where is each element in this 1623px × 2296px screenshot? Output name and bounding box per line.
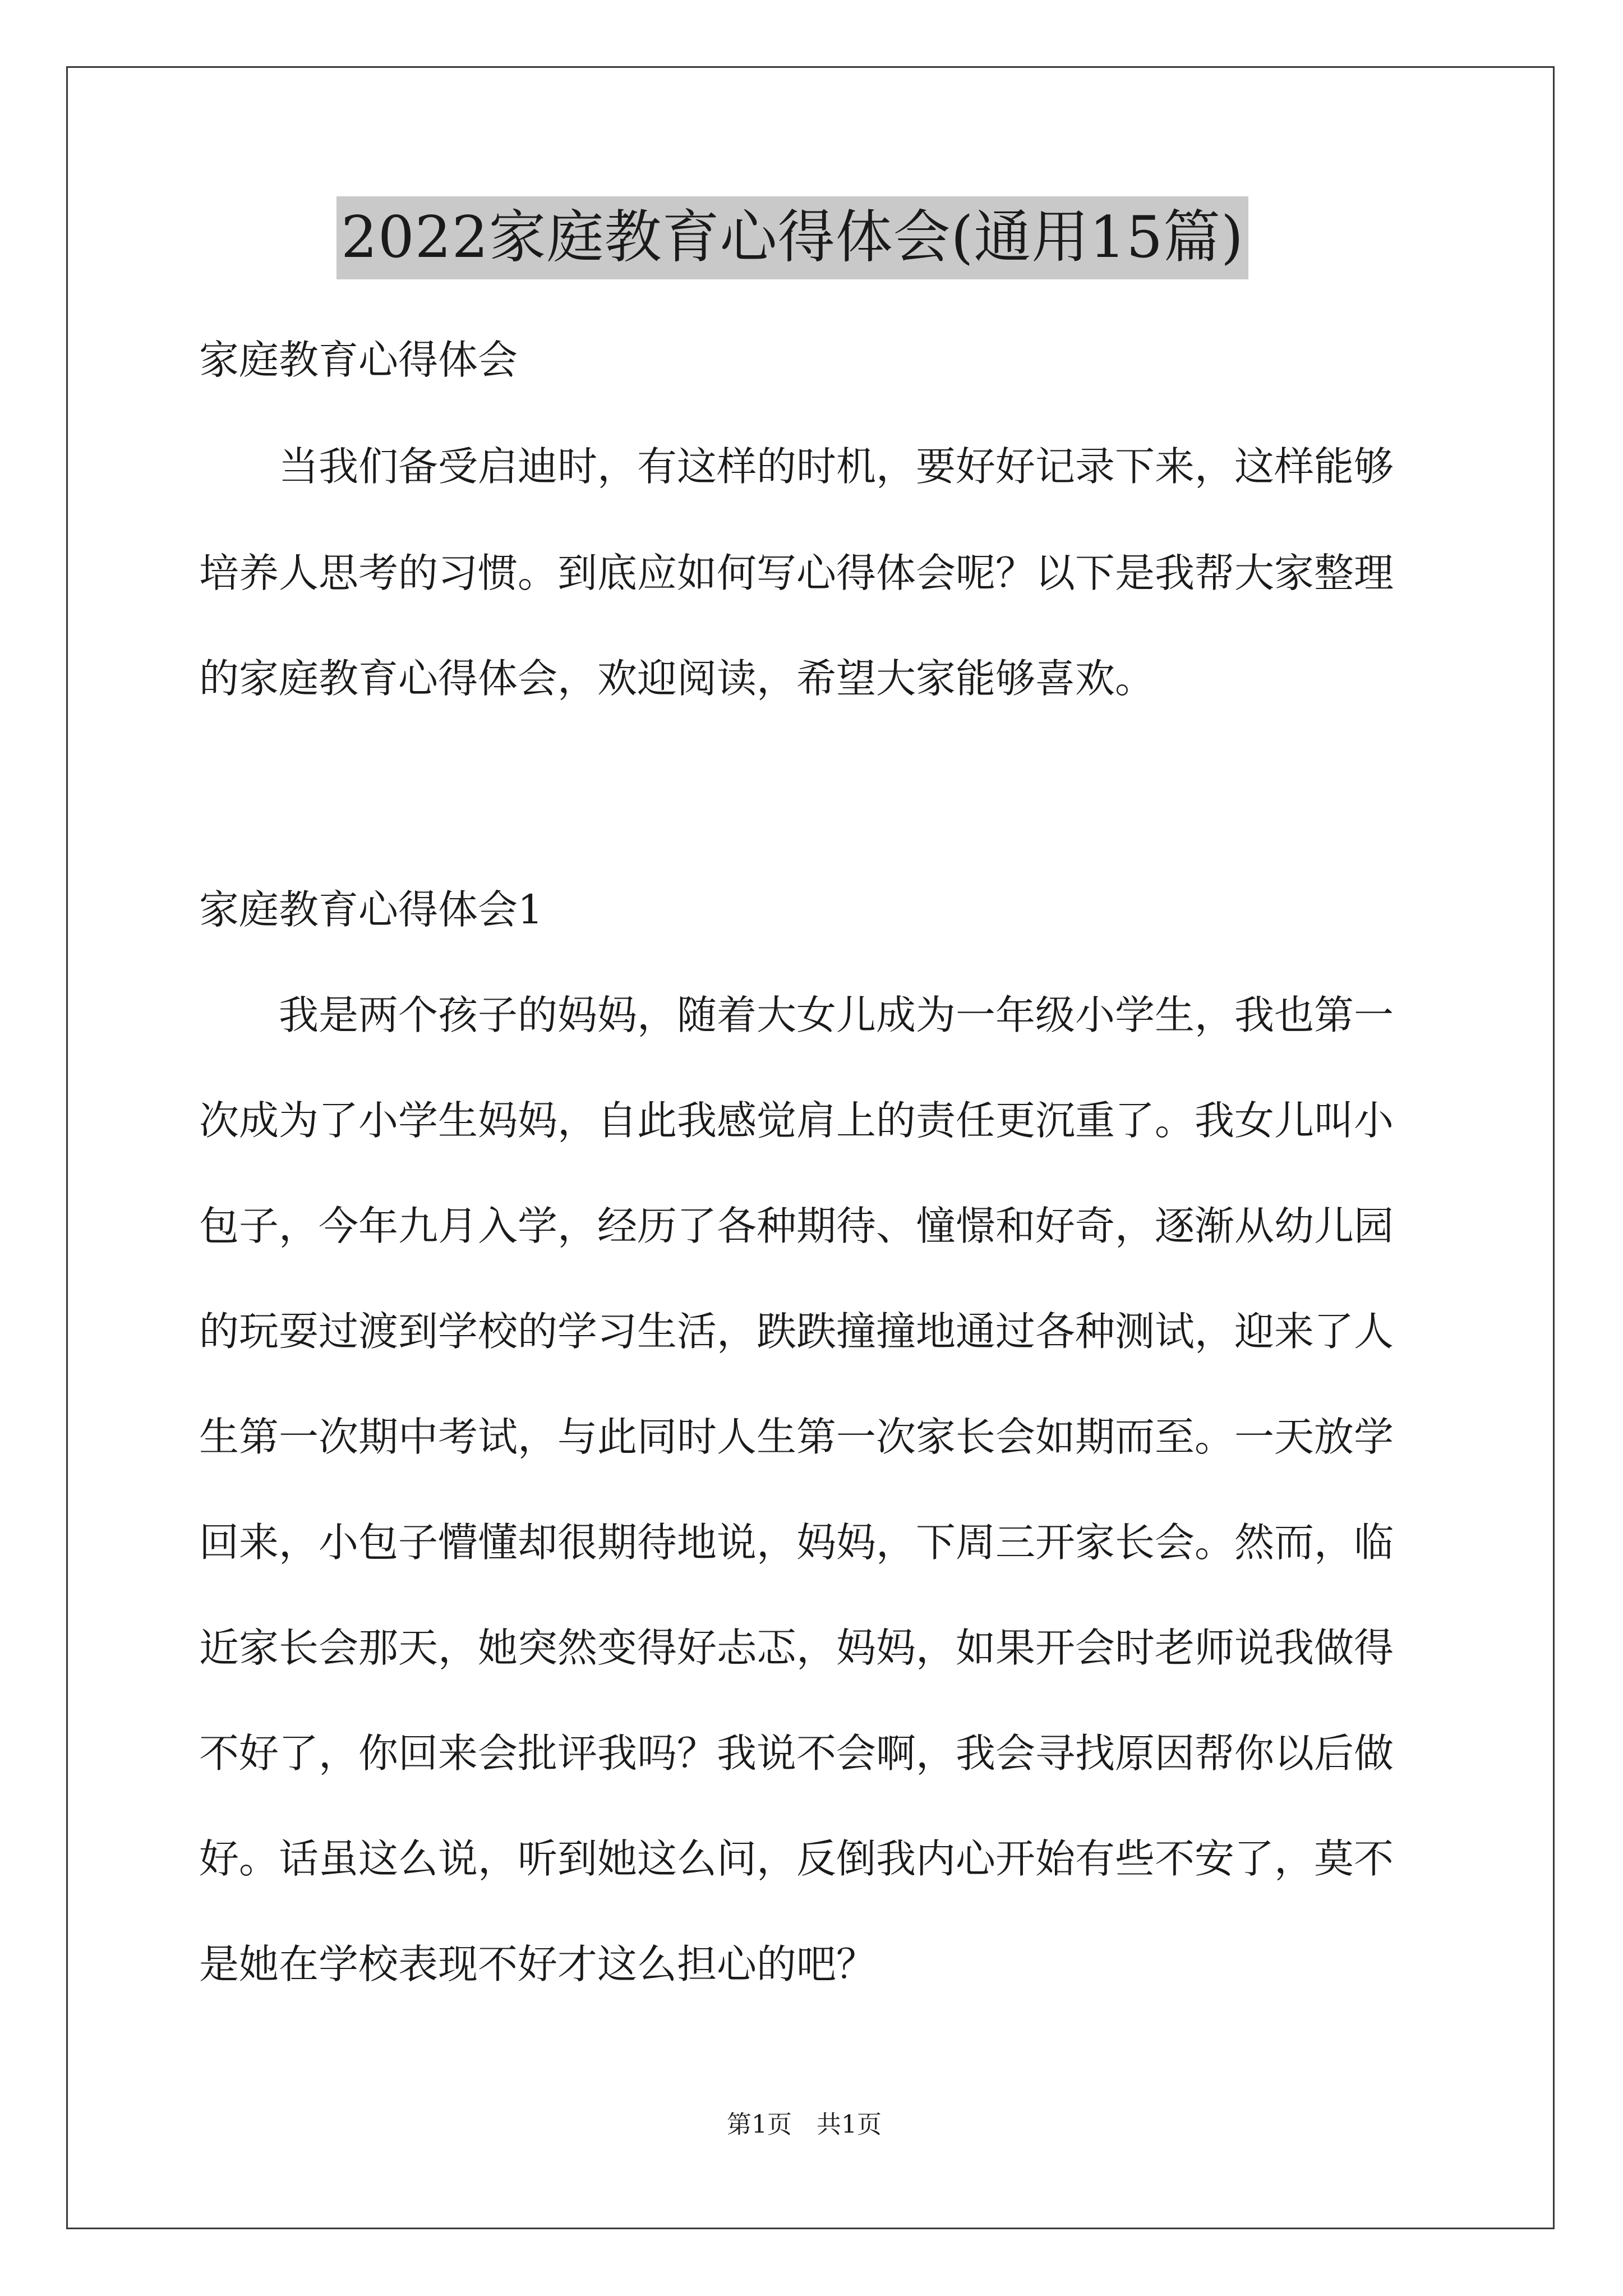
section-1-line-5: 生第一次期中考试，与此同时人生第一次家长会如期而至。一天放学 bbox=[199, 1414, 1394, 1460]
page-number-footer: 第1页 共1页 bbox=[727, 2110, 882, 2139]
document-title: 2022家庭教育心得体会(通用15篇) bbox=[336, 196, 1248, 279]
intro-heading: 家庭教育心得体会 bbox=[199, 337, 518, 383]
section-1-line-4: 的玩耍过渡到学校的学习生活，跌跌撞撞地通过各种测试，迎来了人 bbox=[199, 1308, 1394, 1355]
section-1-line-3: 包子，今年九月入学，经历了各种期待、憧憬和好奇，逐渐从幼儿园 bbox=[199, 1203, 1394, 1249]
intro-line-3: 的家庭教育心得体会，欢迎阅读，希望大家能够喜欢。 bbox=[199, 655, 1155, 702]
section-1-line-1: 我是两个孩子的妈妈，随着大女儿成为一年级小学生，我也第一 bbox=[199, 992, 1394, 1038]
intro-line-2: 培养人思考的习惯。到底应如何写心得体会呢？以下是我帮大家整理 bbox=[199, 550, 1394, 596]
section-1-line-8: 不好了，你回来会批评我吗？我说不会啊，我会寻找原因帮你以后做 bbox=[199, 1730, 1394, 1777]
section-1-line-7: 近家长会那天，她突然变得好忐忑，妈妈，如果开会时老师说我做得 bbox=[199, 1625, 1394, 1671]
section-1-heading: 家庭教育心得体会1 bbox=[199, 886, 543, 933]
section-1-line-9: 好。话虽这么说，听到她这么问，反倒我内心开始有些不安了，莫不 bbox=[199, 1835, 1394, 1882]
section-1-line-2: 次成为了小学生妈妈，自此我感觉肩上的责任更沉重了。我女儿叫小 bbox=[199, 1097, 1394, 1144]
intro-line-1: 当我们备受启迪时，有这样的时机，要好好记录下来，这样能够 bbox=[199, 443, 1394, 490]
section-1-line-6: 回来，小包子懵懂却很期待地说，妈妈，下周三开家长会。然而，临 bbox=[199, 1519, 1394, 1566]
section-1-line-10: 是她在学校表现不好才这么担心的吧？ bbox=[199, 1941, 877, 1987]
